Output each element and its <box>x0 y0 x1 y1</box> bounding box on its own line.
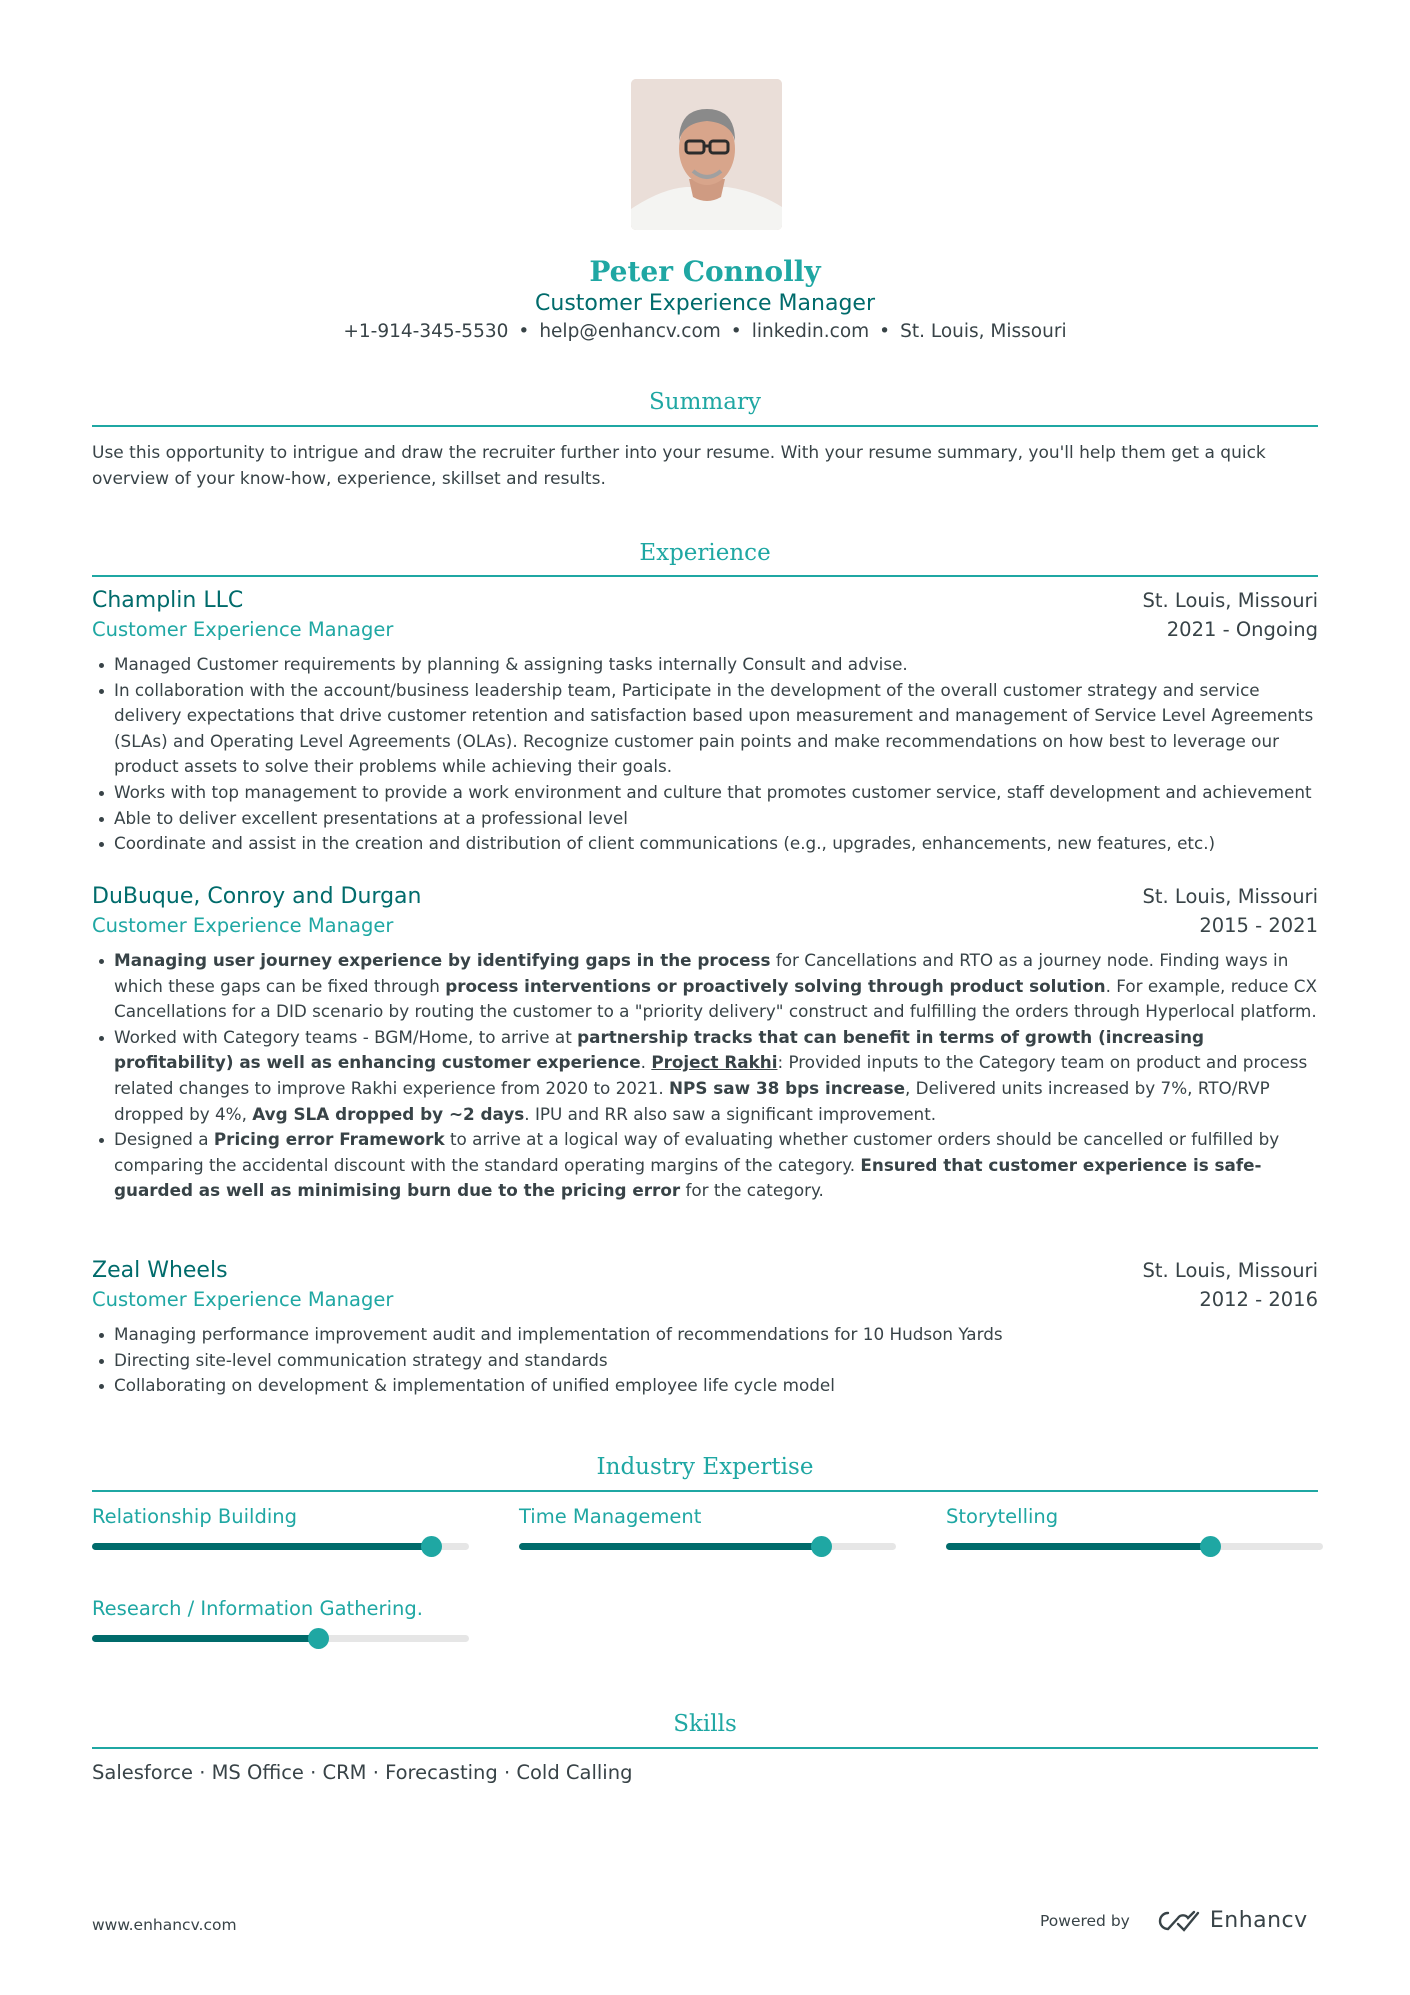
profile-photo <box>631 79 782 230</box>
expertise-label: Research / Information Gathering. <box>92 1597 423 1620</box>
section-divider <box>92 1490 1318 1492</box>
bullet-item: In collaboration with the account/business leadership team, Participate in the development of the overall customer strategy and service delivery expectations that drive customer retention and satisfaction based upon measurement and management of Service Level Agreements (SLAs) and Operating Level Agreements (OLAs). Recognize customer pain points and make recommendations on how best to leverage our product assets to solve their problems while achieving their goals. <box>92 678 1318 780</box>
enhancv-brand-name: Enhancv <box>1209 1908 1308 1933</box>
job-entry <box>92 1258 1318 1399</box>
person-portrait-icon <box>631 79 782 230</box>
expertise-bar-knob <box>421 1536 442 1557</box>
section-divider <box>92 1747 1318 1749</box>
powered-by-label: Powered by <box>1040 1911 1130 1930</box>
expertise-bar-fill <box>946 1543 1210 1550</box>
bullet-item: Coordinate and assist in the creation and distribution of client communications (e.g., upgrades, enhancements, new features, etc.) <box>92 831 1318 857</box>
job-location: St. Louis, Missouri <box>1142 589 1318 612</box>
expertise-bar-fill <box>519 1543 821 1550</box>
bullet-item: Managing user journey experience by identifying gaps in the process for Cancellations and RTO as a journey node. Finding ways in which these gaps can be fixed through process interventions or proactively solving through product solution. For example, reduce CX Cancellations for a DID scenario by routing the customer to a "priority delivery" construct and fulfilling the orders through Hyperlocal platform. <box>92 948 1318 1025</box>
skills-heading: Skills <box>673 1711 737 1737</box>
enhancv-logo[interactable] <box>1156 1908 1308 1933</box>
expertise-bar <box>92 1635 469 1642</box>
expertise-item <box>946 1505 1323 1550</box>
job-role: Customer Experience Manager <box>92 914 394 937</box>
separator-dot: • <box>518 321 530 342</box>
project-rakhi-link: Project Rakhi <box>651 1052 778 1073</box>
job-entry <box>92 884 1318 1204</box>
candidate-title: Customer Experience Manager <box>535 291 875 316</box>
job-location: St. Louis, Missouri <box>1142 1259 1318 1282</box>
bullet-item: Managed Customer requirements by planning & assigning tasks internally Consult and advise. <box>92 652 1318 678</box>
expertise-label: Time Management <box>519 1505 702 1528</box>
job-bullets <box>92 1322 1318 1399</box>
expertise-bar-fill <box>92 1543 431 1550</box>
job-dates: 2021 - Ongoing <box>1166 618 1318 641</box>
section-divider <box>92 425 1318 427</box>
bullet-item: Works with top management to provide a work environment and culture that promotes customer service, staff development and achievement <box>92 780 1318 806</box>
candidate-name: Peter Connolly <box>589 255 821 288</box>
phone-text: +1-914-345-5530 <box>343 321 509 342</box>
job-bullets <box>92 652 1318 857</box>
section-divider <box>92 575 1318 577</box>
linkedin-link[interactable]: linkedin.com <box>751 321 870 342</box>
company-name: DuBuque, Conroy and Durgan <box>92 884 422 909</box>
expertise-label: Relationship Building <box>92 1505 298 1528</box>
expertise-bar-knob <box>811 1536 832 1557</box>
expertise-label: Storytelling <box>946 1505 1059 1528</box>
email-link[interactable]: help@enhancv.com <box>539 321 721 342</box>
job-dates: 2012 - 2016 <box>1199 1288 1318 1311</box>
expertise-bar <box>519 1543 896 1550</box>
enhancv-logo-icon <box>1156 1909 1202 1933</box>
job-entry <box>92 588 1318 857</box>
company-name: Zeal Wheels <box>92 1258 228 1283</box>
expertise-heading: Industry Expertise <box>596 1454 814 1480</box>
expertise-bar-knob <box>1200 1536 1221 1557</box>
bullet-item: Managing performance improvement audit and implementation of recommendations for 10 Hudson Yards <box>92 1322 1318 1348</box>
job-bullets <box>92 948 1318 1204</box>
bullet-item: Able to deliver excellent presentations at a professional level <box>92 806 1318 832</box>
expertise-bar <box>92 1543 469 1550</box>
separator-dot: • <box>730 321 742 342</box>
bullet-item: Designed a Pricing error Framework to arrive at a logical way of evaluating whether customer orders should be cancelled or fulfilled by comparing the accidental discount with the standard operating margins of the category. Ensured that customer experience is safe-guarded as well as minimising burn due to the pricing error for the category. <box>92 1127 1318 1204</box>
skills-list: Salesforce · MS Office · CRM · Forecasting · Cold Calling <box>92 1761 633 1784</box>
bullet-item: Collaborating on development & implementation of unified employee life cycle model <box>92 1373 1318 1399</box>
footer-website-link[interactable]: www.enhancv.com <box>92 1916 237 1934</box>
expertise-bar <box>946 1543 1323 1550</box>
expertise-bar-knob <box>308 1628 329 1649</box>
job-role: Customer Experience Manager <box>92 1288 394 1311</box>
expertise-item <box>519 1505 896 1550</box>
job-location: St. Louis, Missouri <box>1142 885 1318 908</box>
summary-heading: Summary <box>649 389 761 415</box>
summary-text: Use this opportunity to intrigue and draw the recruiter further into your resume. With your resume summary, you'll help them get a quick overview of your know-how, experience, skillset and results. <box>92 443 1266 489</box>
company-name: Champlin LLC <box>92 588 244 613</box>
job-role: Customer Experience Manager <box>92 618 394 641</box>
experience-heading: Experience <box>639 540 771 566</box>
bullet-item: Worked with Category teams - BGM/Home, to arrive at partnership tracks that can benefit in terms of growth (increasing profitability) as well as enhancing customer experience. Project Rakhi: Provided inputs to the Category team on product and process related changes to improve Rakhi experience from 2020 to 2021. NPS saw 38 bps increase, Delivered units increased by 7%, RTO/RVP dropped by 4%, Avg SLA dropped by ~2 days. IPU and RR also saw a significant improvement. <box>92 1025 1318 1127</box>
expertise-item <box>92 1505 469 1550</box>
contact-info <box>0 321 1410 342</box>
expertise-item <box>92 1597 469 1642</box>
job-dates: 2015 - 2021 <box>1199 914 1318 937</box>
bullet-item: Directing site-level communication strategy and standards <box>92 1348 1318 1374</box>
expertise-bar-fill <box>92 1635 318 1642</box>
location-text: St. Louis, Missouri <box>900 321 1067 342</box>
separator-dot: • <box>879 321 891 342</box>
footer-powered-by <box>1040 1908 1308 1933</box>
